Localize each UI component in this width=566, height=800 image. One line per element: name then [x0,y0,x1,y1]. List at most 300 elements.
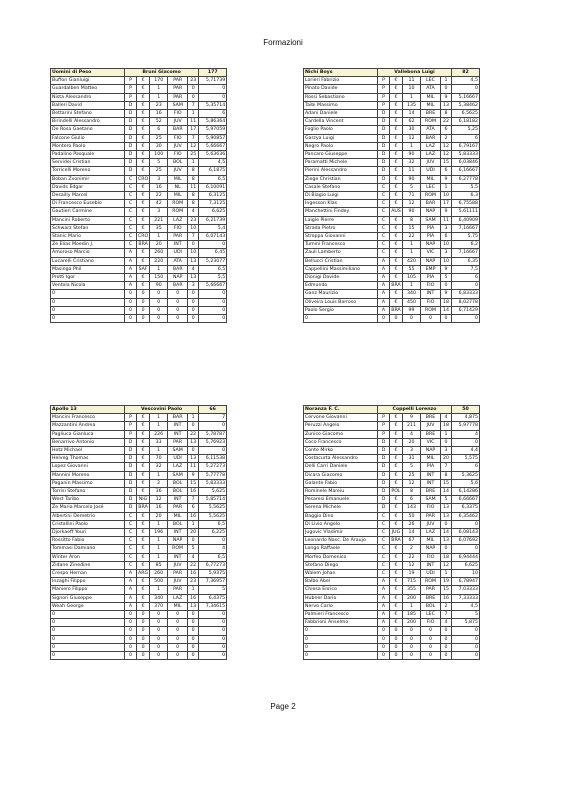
appearances-cell: 0 [441,635,452,643]
average-score-cell: 7,5 [452,265,480,273]
nationality-cell: € [390,249,403,257]
average-score-cell: 6,35 [452,257,480,265]
club-cell: PAR [168,93,188,101]
nationality-cell: € [390,183,403,191]
average-score-cell: 6,45 [199,249,227,257]
value-cell: 260 [150,570,168,578]
player-name-cell: Mancini Francesco [51,414,125,422]
value-cell: 340 [403,290,421,298]
club-cell: ATA [168,257,188,265]
club-cell: BRE [421,594,441,602]
nationality-cell: € [137,85,150,93]
table-row [304,93,480,101]
club-cell: PAR [168,233,188,241]
appearances-cell: 14 [441,529,452,537]
player-name-cell: Torricelli Moreno [51,167,125,175]
value-cell: 4 [403,430,421,438]
appearances-cell: 13 [441,537,452,545]
player-name-cell: Morfeo Domenico [304,553,378,561]
value-cell: 55 [403,265,421,273]
average-score-cell: 7,36957 [199,578,227,586]
club-cell: NL [168,183,188,191]
value-cell: 715 [403,578,421,586]
appearances-cell: 15 [188,479,199,487]
role-cell: A [378,257,390,265]
value-cell: 22 [403,233,421,241]
player-name-cell: Palmieri Francesco [304,611,378,619]
player-name-cell: Balbo Abel [304,578,378,586]
average-score-cell: 7,16667 [452,249,480,257]
player-name-cell: Stanic Mario [51,233,125,241]
player-name-cell: Pancaro Giuseppe [304,151,378,159]
nationality-cell: € [390,520,403,528]
nationality-cell: € [137,110,150,118]
average-score-cell: 5,35714 [199,101,227,109]
nationality-cell: € [137,200,150,208]
average-score-cell: 7,3125 [199,200,227,208]
average-score-cell: 5,9375 [199,570,227,578]
role-cell: D [125,101,137,109]
appearances-cell: 4 [441,619,452,627]
table-row [51,635,227,643]
player-name-cell: 0 [51,619,125,627]
role-cell: D [378,488,390,496]
club-cell: NAP [168,537,188,545]
average-score-cell: 5,63636 [199,151,227,159]
table-row [51,142,227,150]
average-score-cell: 5,27273 [199,463,227,471]
table-row [304,529,480,537]
nationality-cell: € [137,282,150,290]
player-name-cell: 0 [51,611,125,619]
average-score-cell: 6,10091 [199,183,227,191]
value-cell: 0 [150,298,168,306]
appearances-cell: 7 [188,496,199,504]
player-name-cell: Taibi Massimo [304,101,378,109]
value-cell: 19 [403,570,421,578]
player-name-cell: Conte Mirko [304,447,378,455]
average-score-cell: 0 [199,85,227,93]
average-score-cell: 6 [199,110,227,118]
average-score-cell: 6,14286 [452,488,480,496]
nationality-cell: 0 [137,298,150,306]
club-cell: SAM [168,471,188,479]
roster-table-apollo-13 [50,405,227,660]
role-cell: D [125,110,137,118]
club-cell: 0 [168,315,188,323]
nationality-cell: € [390,414,403,422]
player-name-cell: Helveg Thomas [51,455,125,463]
player-name-cell: Bettarini Stefano [51,110,125,118]
average-score-cell: 5,38462 [452,101,480,109]
average-score-cell: 6,94444 [452,553,480,561]
average-score-cell: 5,25 [452,126,480,134]
player-name-cell: Winter Aron [51,553,125,561]
table-row [51,200,227,208]
table-row [304,504,480,512]
appearances-cell: 13 [441,101,452,109]
appearances-cell: 0 [188,93,199,101]
appearances-cell: 0 [441,438,452,446]
role-cell: C [125,529,137,537]
role-cell: A [125,282,137,290]
appearances-cell: 16 [188,570,199,578]
role-cell: C [378,545,390,553]
table-row [51,126,227,134]
player-name-cell: Masinga Phil [51,265,125,273]
club-cell: BRE [421,414,441,422]
average-score-cell: 0 [199,635,227,643]
club-cell: PAR [421,586,441,594]
budget-cell: 177 [199,69,227,77]
page-footer: Page 2 [270,702,296,711]
player-name-cell: Rossitto Fabio [51,537,125,545]
average-score-cell: 0 [199,290,227,298]
average-score-cell: 5,83333 [199,479,227,487]
club-cell: 0 [168,652,188,660]
nationality-cell: € [390,216,403,224]
appearances-cell: 0 [188,298,199,306]
table-row [51,504,227,512]
table-row [304,77,480,85]
value-cell: 260 [150,249,168,257]
value-cell: 25 [150,167,168,175]
appearances-cell: 17 [188,126,199,134]
owner-name-cell: Bruni Giacomo [125,69,199,77]
role-cell: D [125,471,137,479]
club-cell: FIO [168,224,188,232]
player-name-cell: Balleri David [51,101,125,109]
club-cell: JUV [421,159,441,167]
nationality-cell: € [137,216,150,224]
table-row [51,553,227,561]
appearances-cell: 0 [188,627,199,635]
nationality-cell: € [390,479,403,487]
nationality-cell: € [137,471,150,479]
club-cell: BAR [168,282,188,290]
appearances-cell: 18 [441,553,452,561]
appearances-cell: 14 [441,306,452,314]
player-name-cell: Nista Alessandro [51,93,125,101]
average-score-cell: 4,875 [452,414,480,422]
role-cell: C [125,512,137,520]
average-score-cell: 5,5 [452,183,480,191]
role-cell: D [378,151,390,159]
appearances-cell: 22 [441,118,452,126]
club-cell: JUV [168,167,188,175]
role-cell: C [378,561,390,569]
role-cell: P [125,77,137,85]
appearances-cell: 0 [441,545,452,553]
player-name-cell: Pinato Davide [304,85,378,93]
club-cell: NAP [421,241,441,249]
appearances-cell: 0 [441,627,452,635]
player-name-cell: Manchettini Findey [304,208,378,216]
appearances-cell: 0 [441,282,452,290]
player-name-cell: Negro Paolo [304,142,378,150]
appearances-cell: 11 [188,118,199,126]
player-name-cell: Casale Stefano [304,183,378,191]
appearances-cell: 8 [441,471,452,479]
value-cell: 0 [403,643,421,651]
table-row [304,200,480,208]
table-row [51,643,227,651]
player-name-cell: Zauli Lamberto [304,249,378,257]
player-name-cell: Oliveira Louis Barroso [304,298,378,306]
value-cell: 170 [150,77,168,85]
table-row [304,414,480,422]
value-cell: 0 [150,611,168,619]
team-name-cell: Uomini di Peso [51,69,125,77]
average-score-cell: 8,02778 [452,298,480,306]
appearances-cell: 8 [188,192,199,200]
club-cell: PAR [168,85,188,93]
nationality-cell: € [137,537,150,545]
value-cell: 1 [150,586,168,594]
table-row [304,274,480,282]
average-score-cell: 5,5625 [199,504,227,512]
average-score-cell: 0 [452,438,480,446]
club-cell: JUV [168,561,188,569]
nationality-cell: POL [391,489,401,495]
club-cell: 0 [168,627,188,635]
player-name-cell: Schwarz Stefan [51,224,125,232]
average-score-cell: 0 [452,520,480,528]
nationality-cell: € [390,512,403,520]
nationality-cell: ARG [138,571,149,577]
nationality-cell: 0 [390,627,403,635]
table-row [51,496,227,504]
table-row [304,586,480,594]
average-score-cell: 0 [199,315,227,323]
value-cell: 1 [150,447,168,455]
value-cell: 22 [403,553,421,561]
average-score-cell: 0 [452,85,480,93]
nationality-cell: € [390,602,403,610]
table-row [51,167,227,175]
role-cell: 0 [378,635,390,643]
appearances-cell: 10 [441,192,452,200]
club-cell: 0 [421,627,441,635]
club-cell: INT [421,479,441,487]
role-cell: 0 [378,627,390,635]
value-cell: 340 [150,594,168,602]
club-cell: PIA [421,274,441,282]
value-cell: 20 [403,438,421,446]
nationality-cell: € [390,224,403,232]
table-row [304,422,480,430]
table-row [51,471,227,479]
value-cell: 90 [403,208,421,216]
player-name-cell: Longo Raffaele [304,545,378,553]
player-name-cell: De Rosa Gaetano [51,126,125,134]
appearances-cell: 1 [188,159,199,167]
nationality-cell: € [390,553,403,561]
average-score-cell: 5,85714 [199,496,227,504]
value-cell: 16 [150,183,168,191]
nationality-cell: € [390,504,403,512]
nationality-cell: € [137,414,150,422]
table-row [304,151,480,159]
role-cell: C [125,183,137,191]
budget-cell: 82 [452,69,480,77]
appearances-cell: 9 [441,265,452,273]
average-score-cell: 5,97059 [199,126,227,134]
club-cell: UDI [168,249,188,257]
appearances-cell: 0 [188,611,199,619]
value-cell: 3 [150,175,168,183]
average-score-cell: 6,21739 [199,216,227,224]
nationality-cell: € [390,77,403,85]
club-cell: ROM [421,306,441,314]
value-cell: 25 [403,471,421,479]
club-cell: BAR [168,414,188,422]
appearances-cell: 8 [188,200,199,208]
role-cell: D [125,463,137,471]
value-cell: 1 [150,471,168,479]
club-cell: ROM [421,192,441,200]
average-score-cell: 5,575 [452,455,480,463]
role-cell: D [378,134,390,142]
value-cell: 6 [403,496,421,504]
club-cell: INT [168,553,188,561]
appearances-cell: 25 [188,151,199,159]
nationality-cell: 0 [137,652,150,660]
role-cell: 0 [125,315,137,323]
player-name-cell: 0 [51,627,125,635]
value-cell: 11 [403,167,421,175]
club-cell: SAM [168,101,188,109]
role-cell: C [378,249,390,257]
value-cell: 200 [403,594,421,602]
value-cell: 1 [403,249,421,257]
appearances-cell: 6 [188,504,199,512]
value-cell: 1 [403,142,421,150]
table-row [304,134,480,142]
role-cell: C [378,537,390,545]
table-row [51,455,227,463]
club-cell: INT [168,496,188,504]
player-name-cell: West Taribo [51,496,125,504]
value-cell: 1 [150,537,168,545]
club-cell: INT [168,529,188,537]
club-cell: UDI [421,570,441,578]
average-score-cell: 6,5625 [452,110,480,118]
value-cell: 1 [150,545,168,553]
table-row [51,488,227,496]
nationality-cell: BRA [391,283,401,289]
nationality-cell: € [137,520,150,528]
role-cell: 0 [125,619,137,627]
player-name-cell: Di Francesco Eusebio [51,200,125,208]
nationality-cell: 0 [137,635,150,643]
club-cell: JUV [168,118,188,126]
appearances-cell: 7 [188,134,199,142]
average-score-cell: 6,77273 [199,561,227,569]
table-row [304,619,480,627]
role-cell: 0 [378,315,390,323]
value-cell: 14 [403,110,421,118]
average-score-cell: 0 [452,652,480,660]
value-cell: 196 [150,529,168,537]
appearances-cell: 13 [188,274,199,282]
average-score-cell: 5,90857 [199,134,227,142]
value-cell: 71 [403,192,421,200]
average-score-cell: 0 [199,652,227,660]
role-cell: C [378,553,390,561]
player-name-cell: Falcone Giulio [51,134,125,142]
value-cell: 33 [150,438,168,446]
average-score-cell: 0 [199,643,227,651]
player-name-cell: Mazzantini Andrea [51,422,125,430]
value-cell: 355 [403,586,421,594]
table-row [51,241,227,249]
role-cell: D [378,110,390,118]
appearances-cell: 13 [188,438,199,446]
appearances-cell: 0 [188,290,199,298]
table-row [51,233,227,241]
role-cell: A [378,306,390,314]
nationality-cell: € [137,479,150,487]
table-row [304,85,480,93]
value-cell: 90 [403,151,421,159]
appearances-cell: 18 [441,422,452,430]
value-cell: 5 [150,159,168,167]
average-score-cell: 5,76923 [199,438,227,446]
value-cell: 0 [150,635,168,643]
nationality-cell: € [390,192,403,200]
table-row [51,545,227,553]
value-cell: 226 [150,430,168,438]
table-row [51,430,227,438]
role-cell: D [378,471,390,479]
nationality-cell: 0 [137,315,150,323]
club-cell: BOL [168,520,188,528]
nationality-cell: € [137,151,150,159]
table-row [51,175,227,183]
role-cell: 0 [125,290,137,298]
club-cell: BAR [421,200,441,208]
value-cell: 1 [150,265,168,273]
role-cell: D [378,167,390,175]
value-cell: 11 [403,77,421,85]
value-cell: 22 [150,192,168,200]
table-row [304,249,480,257]
appearances-cell: 2 [441,602,452,610]
player-name-cell: 0 [304,643,378,651]
nationality-cell: € [390,175,403,183]
table-row [304,455,480,463]
player-name-cell: 0 [51,635,125,643]
role-cell: D [125,159,137,167]
table-row [51,192,227,200]
value-cell: 0 [150,643,168,651]
nationality-cell: € [137,561,150,569]
value-cell: 62 [403,118,421,126]
nationality-cell: € [390,93,403,101]
value-cell: 1 [150,93,168,101]
appearances-cell: 0 [441,315,452,323]
value-cell: 25 [150,134,168,142]
appearances-cell: 7 [188,101,199,109]
role-cell: A [125,586,137,594]
club-cell: PAR [168,586,188,594]
nationality-cell: € [390,463,403,471]
roster-header-row [51,406,227,414]
nationality-cell: € [390,570,403,578]
nationality-cell: € [137,208,150,216]
appearances-cell: 12 [441,561,452,569]
